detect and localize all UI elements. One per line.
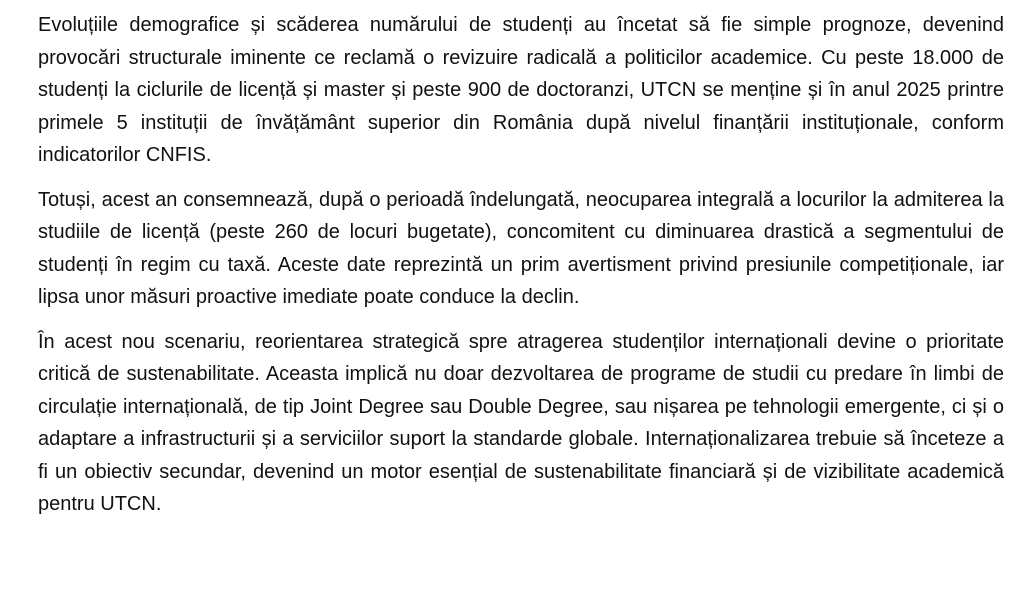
paragraph-admission: Totuși, acest an consemnează, după o perioadă îndelungată, neocuparea integrală a locurilor la admiterea la studiile de licență (peste 260 de locuri bugetate), concomitent cu diminuarea drastică a segmentului de studenți în regim cu taxă. Aceste date reprezintă un prim avertisment privind presiunile competiționale, iar lipsa unor măsuri proactive imediate poate conduce la declin. bbox=[38, 188, 1004, 308]
paragraph-internationalization: În acest nou scenariu, reorientarea strategică spre atragerea studenților internaționali devine o prioritate critică de sustenabilitate. Aceasta implică nu doar dezvoltarea de programe de studii cu predare în limbi de circulație internațională, de tip Joint Degree sau Double Degree, sau nișarea pe tehnologii emergente, ci și o adaptare a infrastructurii și a serviciilor suport la standarde globale. Internaționalizarea trebuie să înceteze a fi un obiectiv secundar, devenind un motor esențial de sustenabilitate financiară și de vizibilitate academică pentru UTCN. bbox=[38, 330, 1004, 515]
paragraph-demographics: Evoluțiile demografice și scăderea numărului de studenți au încetat să fie simple prognoze, devenind provocări structurale iminente ce reclamă o revizuire radicală a politicilor academice. Cu peste 18.000 de studenți la ciclurile de licență și master și peste 900 de doctoranzi, UTCN se menține și în anul 2025 printre primele 5 instituții de învățământ superior din România după nivelul finanțării instituționale, conform indicatorilor CNFIS. bbox=[38, 14, 1004, 166]
document-body bbox=[38, 9, 1004, 521]
